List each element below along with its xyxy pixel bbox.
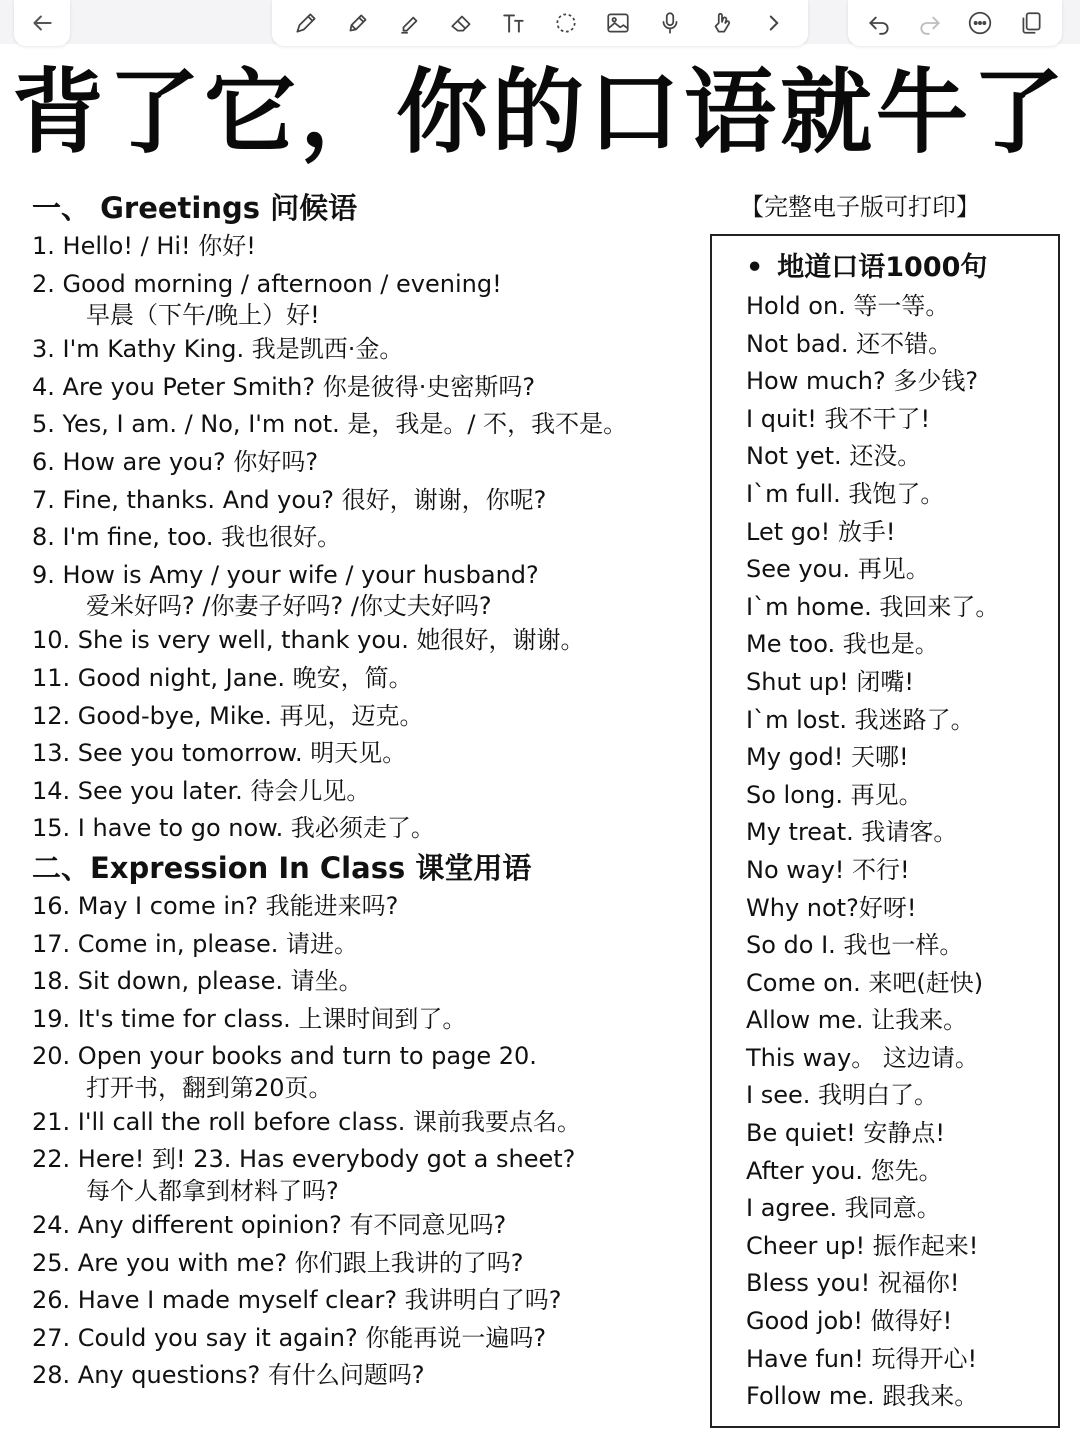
list-item: 4. Are you Peter Smith? 你是彼得·史密斯吗? [32,372,536,401]
pencil-icon[interactable] [343,8,373,38]
list-item: 26. Have I made myself clear? 我讲明白了吗? [32,1286,562,1315]
phrase-item: So do I. 我也一样。 [746,931,964,960]
phrase-item: Not bad. 还不错。 [746,329,953,358]
phrase-item: Follow me. 跟我来。 [746,1382,979,1411]
left-column [32,188,712,1395]
phrase-item: My god! 天哪! [746,743,909,772]
phrase-item: Let go! 放手! [746,517,896,546]
phrase-item: Come on. 来吧(赶快) [746,968,984,997]
chevron-right-icon[interactable] [759,8,789,38]
list-item: 28. Any questions? 有什么问题吗? [32,1361,425,1390]
lasso-icon[interactable] [551,8,581,38]
list-item-translation: 打开书，翻到第20页。 [86,1073,333,1102]
phrase-item: No way! 不行! [746,855,910,884]
list-item: 27. Could you say it again? 你能再说一遍吗? [32,1323,547,1352]
back-button-card [14,0,70,46]
top-toolbar [0,0,1080,44]
phrases-heading [746,248,1058,288]
list-item: 25. Are you with me? 你们跟上我讲的了吗? [32,1248,524,1277]
list-item: 2. Good morning / afternoon / evening! [32,269,502,298]
list-item: 24. Any different opinion? 有不同意见吗? [32,1211,507,1240]
phrase-item: Me too. 我也是。 [746,630,939,659]
phrase-item: Good job! 做得好! [746,1307,953,1336]
phrase-item: I`m lost. 我迷路了。 [746,705,975,734]
back-arrow-icon[interactable] [27,8,57,38]
phrase-item: I see. 我明白了。 [746,1081,938,1110]
list-item: 22. Here! 到! 23. Has everybody got a sheet? [32,1145,576,1174]
actions-card [848,0,1062,46]
phrase-item: Hold on. 等一等。 [746,292,950,320]
list-item-translation: 早晨（下午/晚上）好! [86,301,320,330]
list-item: 17. Come in, please. 请进。 [32,929,359,958]
undo-icon[interactable] [864,8,894,38]
list-item: 9. How is Amy / your wife / your husband? [32,560,539,589]
section-heading: 二、Expression In Class 课堂用语 [32,850,532,885]
print-note: 【完整电子版可打印】 [740,193,980,221]
phrase-item: My treat. 我请客。 [746,818,958,847]
list-item: 12. Good-bye, Mike. 再见，迈克。 [32,701,424,730]
list-item: 3. I'm Kathy King. 我是凯西·金。 [32,335,404,364]
touch-hand-icon[interactable] [707,8,737,38]
phrase-item: I quit! 我不干了! [746,404,931,433]
phrase-item: Allow me. 让我来。 [746,1006,968,1035]
phrase-item: I`m full. 我饱了。 [746,479,945,508]
phrase-item: Cheer up! 振作起来! [746,1231,979,1260]
tools-palette [272,0,808,46]
list-item: 15. I have to go now. 我必须走了。 [32,814,435,843]
list-item: 20. Open your books and turn to page 20. [32,1042,537,1071]
phrase-item: So long. 再见。 [746,780,923,809]
phrase-item: I`m home. 我回来了。 [746,592,1000,621]
list-item: 16. May I come in? 我能进来吗? [32,891,399,920]
phrase-item: Be quiet! 安静点! [746,1119,946,1148]
list-item: 18. Sit down, please. 请坐。 [32,967,363,996]
list-item: 11. Good night, Jane. 晚安，简。 [32,663,413,692]
list-item: 1. Hello! / Hi! 你好! [32,232,256,260]
phrase-item: Have fun! 玩得开心! [746,1344,978,1373]
phrase-item: Shut up! 闭嘴! [746,667,915,696]
list-item: 13. See you tomorrow. 明天见。 [32,739,407,768]
list-item: 5. Yes, I am. / No, I'm not. 是，我是。/ 不，我不是。 [32,410,628,439]
list-item: 19. It's time for class. 上课时间到了。 [32,1004,467,1033]
image-icon[interactable] [603,8,633,38]
list-item: 21. I'll call the roll before class. 课前我要点名。 [32,1107,582,1136]
list-item: 8. I'm fine, too. 我也很好。 [32,523,342,552]
section-heading: 一、 Greetings 问候语 [32,191,358,225]
list-item: 7. Fine, thanks. And you? 很好，谢谢，你呢? [32,485,547,514]
phrase-item: Why not?好呀! [746,893,917,922]
eraser-icon[interactable] [447,8,477,38]
pen-icon[interactable] [291,8,321,38]
microphone-icon[interactable] [655,8,685,38]
text-tool-icon[interactable] [499,8,529,38]
redo-icon[interactable] [915,8,945,38]
list-item: 10. She is very well, thank you. 她很好，谢谢。 [32,626,585,655]
phrases-heading-label: 地道口语1000句 [777,252,988,283]
phrase-item: I agree. 我同意。 [746,1194,941,1223]
phrase-item: See you. 再见。 [746,555,930,584]
phrase-item: After you. 您先。 [746,1156,943,1185]
page-title: 背了它，你的口语就牛了 [11,59,1068,166]
bullet-icon: • [746,252,764,283]
phrase-item: Bless you! 祝福你! [746,1269,960,1298]
list-item-translation: 每个人都拿到材料了吗? [86,1177,339,1206]
pages-icon[interactable] [1016,8,1046,38]
more-icon[interactable] [965,8,995,38]
phrase-item: How much? 多少钱? [746,367,979,396]
phrases-box [710,234,1060,1428]
highlighter-icon[interactable] [395,8,425,38]
phrase-item: Not yet. 还没。 [746,442,922,471]
list-item: 14. See you later. 待会儿见。 [32,776,371,805]
list-item-translation: 爱米好吗? /你妻子好吗? /你丈夫好吗? [86,592,492,621]
phrase-item: This way。 这边请。 [746,1043,979,1072]
list-item: 6. How are you? 你好吗? [32,447,319,476]
